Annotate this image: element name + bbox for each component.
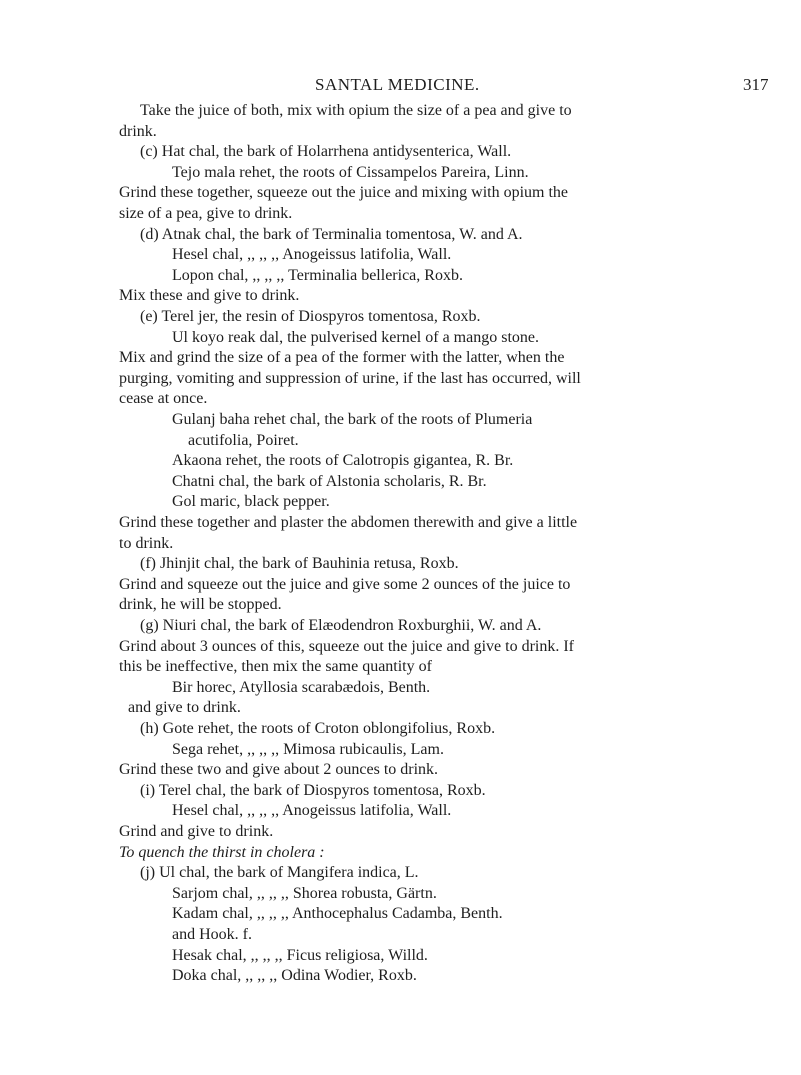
text-line: drink. (119, 122, 157, 140)
text-line: (h) Gote rehet, the roots of Croton oblongifolius, Roxb. (140, 720, 496, 737)
text-line: (f) Jhinjit chal, the bark of Bauhinia retusa, Roxb. (140, 555, 459, 573)
text-line: Grind these together, squeeze out the juice and mixing with opium the (119, 184, 569, 202)
text-line: and give to drink. (128, 699, 241, 717)
text-line: Bir horec, Atyllosia scarabædois, Benth. (172, 678, 431, 696)
text-line: Gulanj baha rehet chal, the bark of the roots of Plumeria (172, 411, 533, 428)
text-line: Grind and squeeze out the juice and give some 2 ounces of the juice to (119, 575, 571, 593)
text-line: Hesel chal, ,, ,, ,, Anogeissus latifolia, Wall. (172, 246, 452, 264)
text-line: Grind these two and give about 2 ounces to drink. (119, 761, 439, 779)
text-line: and Hook. f. (172, 926, 252, 943)
text-line: this be ineffective, then mix the same quantity of (119, 658, 432, 676)
text-line: Doka chal, ,, ,, ,, Odina Wodier, Roxb. (172, 967, 417, 985)
text-line: To quench the thirst in cholera : (119, 843, 325, 861)
text-line: purging, vomiting and suppression of urine, if the last has occurred, will (119, 369, 581, 387)
text-line: Akaona rehet, the roots of Calotropis gigantea, R. Br. (172, 452, 514, 470)
text-line: (j) Ul chal, the bark of Mangifera indica, L. (140, 864, 419, 882)
text-line: (g) Niuri chal, the bark of Elæodendron Roxburghii, W. and A. (140, 617, 542, 634)
text-line: (c) Hat chal, the bark of Holarrhena antidysenterica, Wall. (140, 143, 512, 161)
text-line: Sarjom chal, ,, ,, ,, Shorea robusta, Gärtn. (172, 884, 437, 902)
text-line: (e) Terel jer, the resin of Diospyros tomentosa, Roxb. (140, 308, 481, 325)
text-line: Tejo mala rehet, the roots of Cissampelos Pareira, Linn. (172, 163, 529, 181)
text-line: Mix and grind the size of a pea of the former with the latter, when the (119, 349, 565, 367)
text-line: Sega rehet, ,, ,, ,, Mimosa rubicaulis, Lam. (172, 740, 444, 758)
text-line: drink, he will be stopped. (119, 596, 282, 614)
text-line: (i) Terel chal, the bark of Diospyros tomentosa, Roxb. (140, 781, 486, 799)
text-line: size of a pea, give to drink. (119, 205, 293, 222)
running-header (0, 75, 801, 97)
text-line: to drink. (119, 534, 174, 552)
text-line: Ul koyo reak dal, the pulverised kernel of a mango stone. (172, 328, 539, 346)
text-line: Gol maric, black pepper. (172, 493, 330, 511)
text-line: cease at once. (119, 390, 208, 408)
text-line: Hesak chal, ,, ,, ,, Ficus religiosa, Willd. (172, 946, 428, 964)
running-title: SANTAL MEDICINE. (315, 75, 480, 94)
page-number: 317 (743, 75, 769, 94)
text-line: acutifolia, Poiret. (188, 431, 299, 449)
text-line: Chatni chal, the bark of Alstonia scholaris, R. Br. (172, 472, 487, 490)
text-line: Kadam chal, ,, ,, ,, Anthocephalus Cadamba, Benth. (172, 905, 503, 923)
text-line: Hesel chal, ,, ,, ,, Anogeissus latifolia, Wall. (172, 802, 452, 820)
text-line: Grind and give to drink. (119, 823, 274, 840)
text-line: Grind about 3 ounces of this, squeeze out the juice and give to drink. If (119, 637, 574, 655)
text-line: Mix these and give to drink. (119, 287, 300, 305)
text-line: (d) Atnak chal, the bark of Terminalia tomentosa, W. and A. (140, 225, 523, 243)
text-line: Take the juice of both, mix with opium the size of a pea and give to (140, 102, 572, 119)
text-line: Lopon chal, ,, ,, ,, Terminalia bellerica, Roxb. (172, 266, 463, 284)
text-line: Grind these together and plaster the abdomen therewith and give a little (119, 514, 578, 531)
